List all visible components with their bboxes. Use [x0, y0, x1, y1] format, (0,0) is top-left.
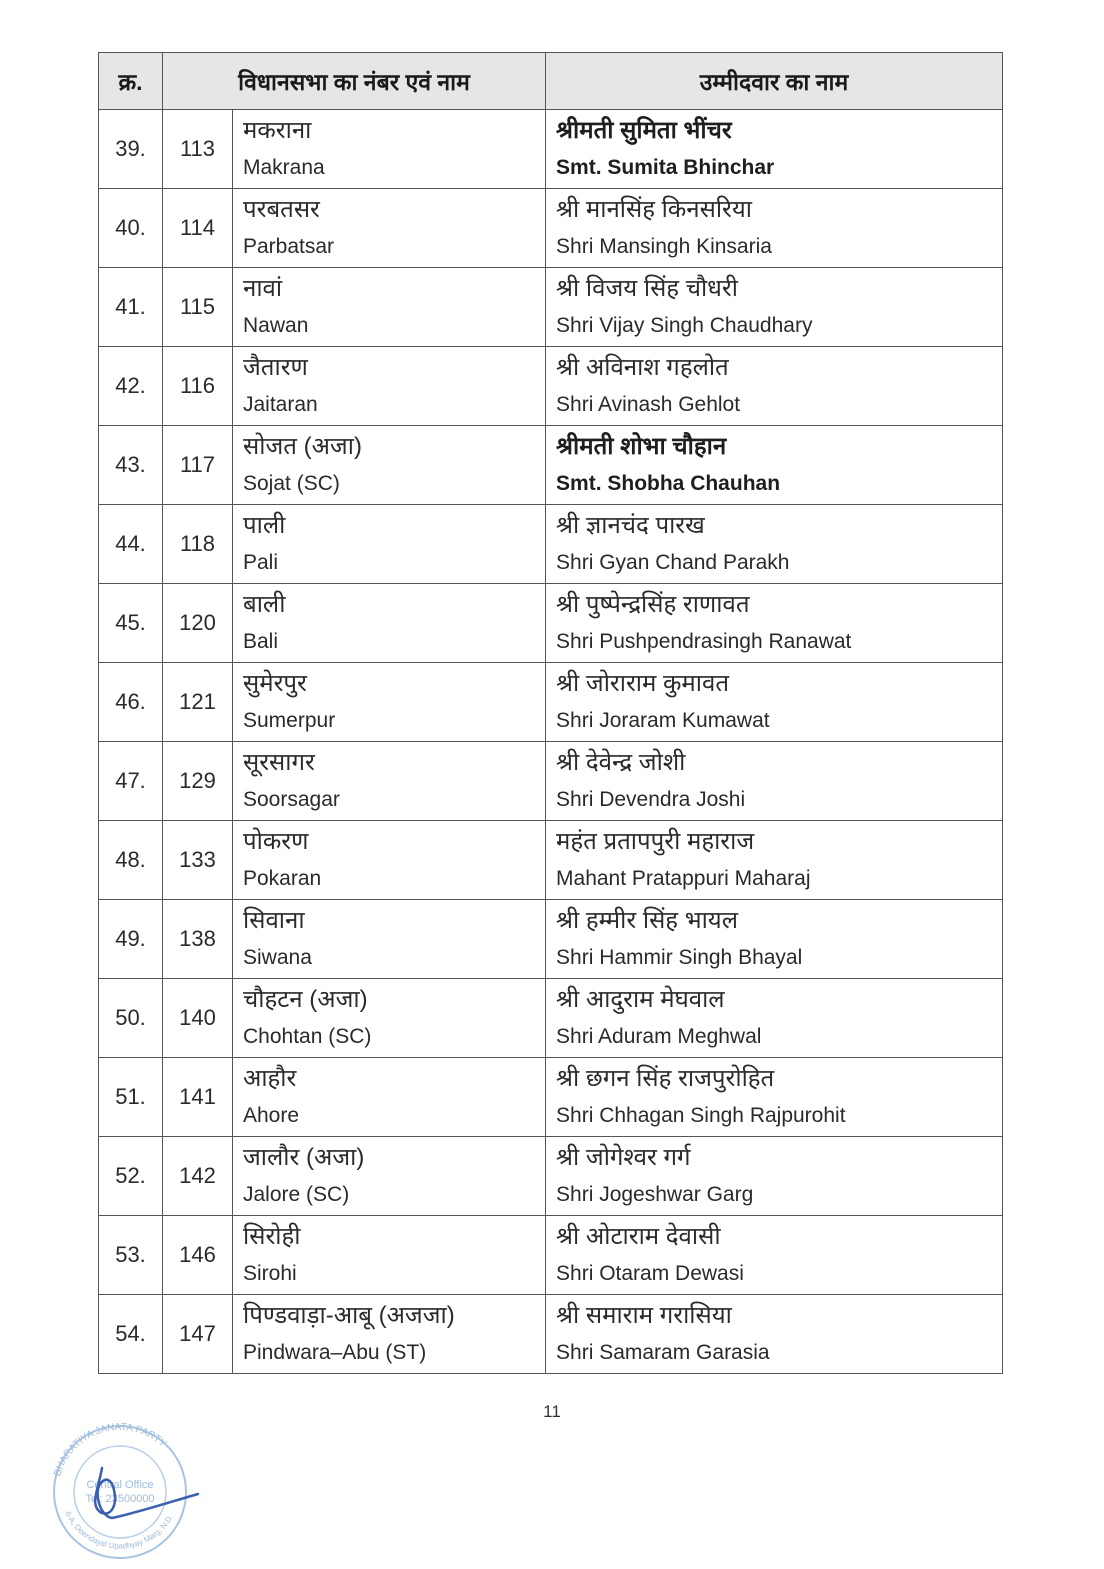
candidate-name-english: Shri Samaram Garasia	[556, 1341, 770, 1364]
candidate-name-cell	[546, 110, 1003, 189]
constituency-name-english: Ahore	[243, 1104, 300, 1127]
seal-ring-text-top: BHARATIYA JANATA PARTY	[52, 1421, 169, 1478]
table-row	[99, 1137, 1003, 1216]
table-row	[99, 1058, 1003, 1137]
constituency-number-cell: 133	[163, 821, 233, 900]
constituency-name-cell	[233, 584, 546, 663]
candidate-name-english: Shri Avinash Gehlot	[556, 393, 741, 416]
constituency-name-hindi: सोजत (अजा)	[243, 433, 362, 460]
constituency-name-english: Sumerpur	[243, 709, 336, 732]
constituency-name-english: Parbatsar	[243, 235, 335, 258]
page-number: 11	[543, 1402, 561, 1421]
constituency-name-hindi: सिवाना	[243, 907, 305, 934]
candidate-name-english: Shri Pushpendrasingh Ranawat	[556, 630, 852, 653]
serial-number-cell: 50.	[99, 979, 163, 1058]
constituency-name-cell	[233, 189, 546, 268]
candidate-name-hindi: श्री छगन सिंह राजपुरोहित	[556, 1065, 775, 1092]
constituency-name-english: Jaitaran	[243, 393, 318, 416]
candidate-name-cell	[546, 426, 1003, 505]
table-row	[99, 742, 1003, 821]
serial-number-cell: 52.	[99, 1137, 163, 1216]
serial-number-cell: 51.	[99, 1058, 163, 1137]
candidate-name-english: Shri Devendra Joshi	[556, 788, 746, 811]
serial-number-cell: 46.	[99, 663, 163, 742]
table-row	[99, 584, 1003, 663]
candidate-name-hindi: श्री देवेन्द्र जोशी	[556, 749, 686, 776]
constituency-number-cell: 117	[163, 426, 233, 505]
constituency-name-english: Makrana	[243, 156, 325, 179]
constituency-name-hindi: परबतसर	[243, 196, 320, 223]
constituency-name-english: Pali	[243, 551, 279, 574]
constituency-name-hindi: नावां	[243, 275, 283, 302]
candidate-name-cell	[546, 1216, 1003, 1295]
candidate-name-hindi: श्री ज्ञानचंद पारख	[556, 512, 705, 539]
constituency-name-english: Bali	[243, 630, 279, 653]
constituency-name-hindi: चौहटन (अजा)	[243, 986, 368, 1013]
table-row	[99, 110, 1003, 189]
constituency-name-cell	[233, 1137, 546, 1216]
candidate-name-hindi: श्रीमती सुमिता भींचर	[556, 117, 732, 144]
constituency-name-hindi: जालौर (अजा)	[243, 1144, 365, 1171]
serial-number-cell: 54.	[99, 1295, 163, 1374]
table-row	[99, 268, 1003, 347]
constituency-name-hindi: पिण्डवाड़ा-आबू (अजजा)	[243, 1302, 455, 1329]
constituency-number-cell: 115	[163, 268, 233, 347]
serial-number-cell: 48.	[99, 821, 163, 900]
constituency-name-hindi: बाली	[243, 591, 286, 618]
table-header-row	[99, 53, 1003, 110]
serial-number-cell: 43.	[99, 426, 163, 505]
candidate-name-english: Shri Joraram Kumawat	[556, 709, 770, 732]
candidate-name-cell	[546, 900, 1003, 979]
serial-number-cell: 45.	[99, 584, 163, 663]
candidate-name-cell	[546, 742, 1003, 821]
constituency-name-cell	[233, 821, 546, 900]
table-row	[99, 663, 1003, 742]
candidate-name-hindi: श्री पुष्पेन्द्रसिंह राणावत	[556, 591, 750, 618]
constituency-name-english: Sirohi	[243, 1262, 297, 1285]
seal-inner-ring	[74, 1446, 166, 1538]
constituency-name-cell	[233, 663, 546, 742]
constituency-name-hindi: मकराना	[243, 117, 312, 144]
constituency-name-cell	[233, 900, 546, 979]
serial-number-cell: 39.	[99, 110, 163, 189]
header-candidate: उम्मीदवार का नाम	[546, 53, 1003, 110]
constituency-name-cell	[233, 347, 546, 426]
constituency-number-cell: 118	[163, 505, 233, 584]
constituency-name-hindi: सुमेरपुर	[243, 670, 307, 697]
table-row	[99, 426, 1003, 505]
candidate-name-cell	[546, 268, 1003, 347]
constituency-name-hindi: आहौर	[243, 1065, 297, 1092]
candidate-name-hindi: श्री जोराराम कुमावत	[556, 670, 730, 697]
constituency-name-hindi: पोकरण	[243, 828, 309, 855]
constituency-name-cell	[233, 742, 546, 821]
serial-number-cell: 41.	[99, 268, 163, 347]
candidate-name-cell	[546, 189, 1003, 268]
candidate-list-table	[98, 52, 1003, 1374]
candidate-name-english: Mahant Pratappuri Maharaj	[556, 867, 811, 890]
candidate-name-english: Shri Chhagan Singh Rajpurohit	[556, 1104, 846, 1127]
constituency-number-cell: 142	[163, 1137, 233, 1216]
constituency-number-cell: 113	[163, 110, 233, 189]
candidate-name-cell	[546, 1137, 1003, 1216]
constituency-name-cell	[233, 1216, 546, 1295]
constituency-name-english: Nawan	[243, 314, 309, 337]
candidate-name-hindi: श्री हम्मीर सिंह भायल	[556, 907, 738, 934]
candidate-name-cell	[546, 505, 1003, 584]
candidate-name-cell	[546, 1058, 1003, 1137]
constituency-number-cell: 141	[163, 1058, 233, 1137]
candidate-name-english: Smt. Shobha Chauhan	[556, 472, 781, 495]
constituency-number-cell: 121	[163, 663, 233, 742]
constituency-name-cell	[233, 1295, 546, 1374]
constituency-number-cell: 138	[163, 900, 233, 979]
constituency-name-english: Jalore (SC)	[243, 1183, 350, 1206]
table-row	[99, 1216, 1003, 1295]
table-row	[99, 1295, 1003, 1374]
constituency-name-hindi: जैतारण	[243, 354, 308, 381]
serial-number-cell: 42.	[99, 347, 163, 426]
seal-center-line1: Central Office	[86, 1479, 154, 1491]
serial-number-cell: 49.	[99, 900, 163, 979]
table-row	[99, 189, 1003, 268]
constituency-name-hindi: पाली	[243, 512, 286, 539]
table-body	[99, 110, 1003, 1374]
candidate-name-english: Shri Hammir Singh Bhayal	[556, 946, 803, 969]
candidate-name-english: Shri Gyan Chand Parakh	[556, 551, 790, 574]
constituency-number-cell: 120	[163, 584, 233, 663]
constituency-name-english: Sojat (SC)	[243, 472, 340, 495]
constituency-name-english: Pindwara–Abu (ST)	[243, 1341, 427, 1364]
table-row	[99, 900, 1003, 979]
constituency-name-cell	[233, 268, 546, 347]
constituency-name-hindi: सूरसागर	[243, 749, 315, 776]
candidate-name-hindi: श्री मानसिंह किनसरिया	[556, 196, 752, 223]
candidate-name-english: Shri Jogeshwar Garg	[556, 1183, 754, 1206]
constituency-number-cell: 146	[163, 1216, 233, 1295]
candidate-name-english: Shri Vijay Singh Chaudhary	[556, 314, 813, 337]
candidate-name-cell	[546, 663, 1003, 742]
seal-center-line2: Tel: 23500000	[85, 1493, 155, 1505]
table-row	[99, 505, 1003, 584]
constituency-number-cell: 129	[163, 742, 233, 821]
constituency-name-cell	[233, 505, 546, 584]
table-row	[99, 821, 1003, 900]
serial-number-cell: 53.	[99, 1216, 163, 1295]
constituency-name-english: Chohtan (SC)	[243, 1025, 372, 1048]
constituency-number-cell: 116	[163, 347, 233, 426]
table-row	[99, 347, 1003, 426]
constituency-name-cell	[233, 110, 546, 189]
candidate-name-hindi: श्री अविनाश गहलोत	[556, 354, 729, 381]
constituency-number-cell: 114	[163, 189, 233, 268]
candidate-name-hindi: श्रीमती शोभा चौहान	[556, 433, 727, 460]
candidate-name-cell	[546, 347, 1003, 426]
candidate-name-english: Shri Aduram Meghwal	[556, 1025, 762, 1048]
constituency-name-english: Soorsagar	[243, 788, 340, 811]
constituency-name-english: Pokaran	[243, 867, 322, 890]
candidate-name-english: Smt. Sumita Bhinchar	[556, 156, 775, 179]
candidate-name-hindi: महंत प्रतापपुरी महाराज	[556, 828, 755, 855]
candidate-name-hindi: श्री समाराम गरासिया	[556, 1302, 732, 1329]
candidate-name-hindi: श्री विजय सिंह चौधरी	[556, 275, 738, 302]
candidate-name-cell	[546, 821, 1003, 900]
serial-number-cell: 40.	[99, 189, 163, 268]
candidate-name-hindi: श्री आदुराम मेघवाल	[556, 986, 725, 1013]
header-constituency: विधानसभा का नंबर एवं नाम	[163, 53, 546, 110]
candidate-name-cell	[546, 1295, 1003, 1374]
header-serial: क्र.	[99, 53, 163, 110]
constituency-name-cell	[233, 426, 546, 505]
constituency-name-cell	[233, 1058, 546, 1137]
constituency-number-cell: 147	[163, 1295, 233, 1374]
party-seal-stamp	[40, 1420, 200, 1560]
candidate-name-english: Shri Mansingh Kinsaria	[556, 235, 772, 258]
serial-number-cell: 47.	[99, 742, 163, 821]
constituency-name-cell	[233, 979, 546, 1058]
table-row	[99, 979, 1003, 1058]
seal-ring-text-bottom: 6-A, Deendayal Upadhyay Marg, N.D.	[63, 1509, 175, 1551]
candidate-name-hindi: श्री जोगेश्वर गर्ग	[556, 1144, 691, 1171]
serial-number-cell: 44.	[99, 505, 163, 584]
candidate-name-hindi: श्री ओटाराम देवासी	[556, 1223, 721, 1250]
candidate-name-cell	[546, 584, 1003, 663]
candidate-name-cell	[546, 979, 1003, 1058]
constituency-name-hindi: सिरोही	[243, 1223, 301, 1250]
candidate-name-english: Shri Otaram Dewasi	[556, 1262, 744, 1285]
constituency-name-english: Siwana	[243, 946, 312, 969]
constituency-number-cell: 140	[163, 979, 233, 1058]
